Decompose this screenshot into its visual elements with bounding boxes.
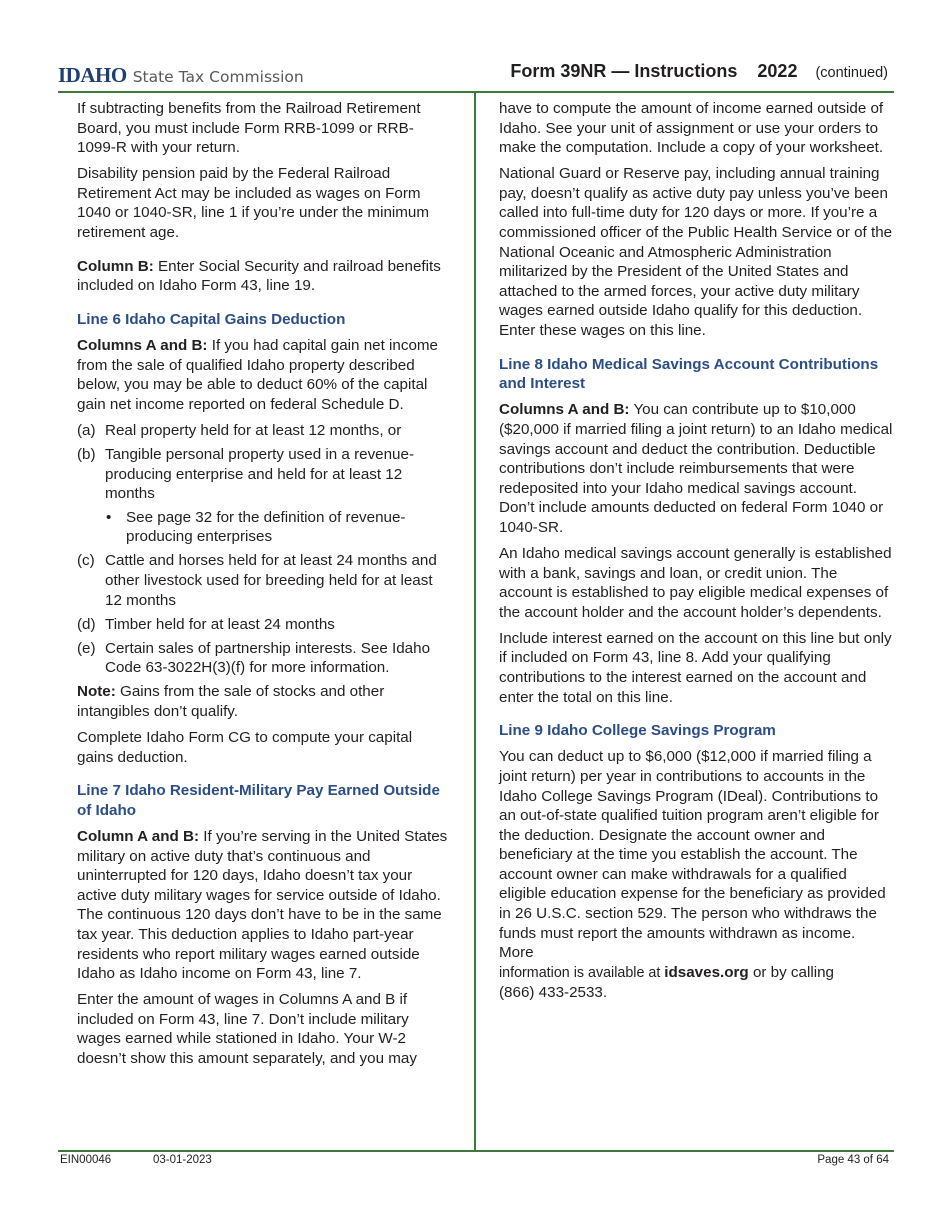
note-text: Gains from the sale of stocks and other intangibles don’t qualify. [77,683,385,721]
line8-text: You can contribute up to $10,000 ($20,000 if married filing a joint return) to an Idaho medical savings account and deduct the contribution. Deductible contributions don’t include reimbursements that were redeposited into your Idaho medical savings account. Don’t include amounts deducted on federal Form 1040 or 1040-SR. [499,401,893,536]
form-title: Form 39NR — Instructions [510,61,738,81]
line7-paragraph [77,827,452,984]
header-rule [58,91,894,93]
guard-reserve-paragraph: National Guard or Reserve pay, including annual training pay, doesn’t qualify as active duty pay unless you’ve been called into full-time duty for 120 days or more. If you’re a commissioned officer of the Public Health Service or of the National Oceanic and Atmospheric Administration militarized by the President of the United States and attached to the armed forces, your active duty military wages earned outside Idaho qualify for this deduction. Enter these wages on this line. [499,165,893,340]
form-year: 2022 [757,61,798,81]
bullet-icon: • [106,508,112,526]
line6-section [77,310,452,414]
footer-rule [58,1150,894,1152]
list-item-text: Cattle and horses held for at least 24 months and other livestock used for breeding held for at least 12 months [105,552,437,609]
list-item [77,445,452,547]
line7-text: If you’re serving in the United States military on active duty that’s continuous and uninterrupted for 120 days, Idaho doesn’t tax your active duty military wages for service outside of Idaho. The continuous 120 days don’t have to be in the same tax year. This deduction applies to Idaho part-year residents who report military wages earned outside Idaho as Idaho income on Form 43, line 7. [77,828,448,983]
line8-heading: Line 8 Idaho Medical Savings Account Contributions and Interest [499,355,879,393]
line6-heading: Line 6 Idaho Capital Gains Deduction [77,310,346,328]
info-tail: or by calling [748,963,834,981]
footer-page-number: Page 43 of 64 [817,1154,889,1166]
list-item-text: Timber held for at least 24 months [105,615,335,633]
list-item-label: (a) [77,421,96,439]
line7-label: Column A and B: [77,828,200,845]
line7-heading: Line 7 Idaho Resident-Military Pay Earned Outside of Idaho [77,782,440,819]
column-divider [474,93,476,1150]
list-item-label: (d) [77,615,96,633]
line6-paragraph [77,336,452,414]
line6-label: Columns A and B: [77,336,208,354]
line8-paragraph-2: An Idaho medical savings account generally is established with a bank, savings and loan, or credit union. The account is established to pay eligible medical expenses of the account holder and the account holder’s dependents. [499,544,892,621]
line9-section [499,721,894,1003]
phone-number: (866) 433-2533. [499,984,608,1002]
line9-paragraph [499,747,894,1003]
line8-label: Columns A and B: [499,401,630,419]
form-title-row [510,61,888,82]
list-item-label: (b) [77,445,96,463]
continued-label: (continued) [815,65,888,81]
line9-text: You can deduct up to $6,000 ($12,000 if married filing a joint return) per year in contributions to accounts in the Idaho College Savings Program (IDeal). Contributions to an out-of-state qualified tuition program aren’t eligible for the deduction. Designate the account owner and beneficiary at the time you establish the account. The account owner can make withdrawals for a qualified eligible education expense for the beneficiary as provided in 26 U.S.C. section 529. The person who withdraws the funds must report the amounts withdrawn as income. More [499,748,886,962]
list-item [77,421,452,441]
column-b-text: Enter Social Security and railroad benefits included on Idaho Form 43, line 19. [77,257,441,295]
note-paragraph [77,682,452,721]
bullet-text: See page 32 for the definition of revenue-producing enterprises [126,508,406,546]
list-item-text: Real property held for at least 12 months, or [105,421,402,439]
compute-paragraph: have to compute the amount of income earned outside of Idaho. See your unit of assignment or use your orders to make the computation. Include a copy of your worksheet. [499,100,884,157]
footer-date: 03-01-2023 [153,1154,212,1166]
line7-section [77,781,452,1068]
line7-paragraph-2: Enter the amount of wages in Columns A and B if included on Form 43, line 7. Don’t include military wages earned while stationed in Idaho. Your W-2 doesn’t show this amount separately, and you may [77,991,417,1068]
agency-name: State Tax Commission [132,68,304,86]
footer-code: EIN00046 [60,1154,112,1166]
list-item-text: Certain sales of partnership interests. See Idaho Code 63-3022H(3)(f) for more information. [105,639,431,677]
form-cg-paragraph: Complete Idaho Form CG to compute your capital gains deduction. [77,729,413,766]
list-item [77,639,452,678]
page-header [58,58,890,88]
info-text: information is available at [499,964,665,981]
left-column [77,99,452,1075]
qualified-property-list [77,421,452,678]
line6-text: If you had capital gain net income from the sale of qualified Idaho property described below, you may be able to deduct 60% of the capital gain net income reported on federal Schedule D. [77,336,438,413]
column-b-paragraph [77,257,452,296]
line8-paragraph [499,400,894,537]
disability-paragraph: Disability pension paid by the Federal Railroad Retirement Act may be included as wages on Form 1040 or 1040-SR, line 1 if you’re under the minimum retirement age. [77,165,430,242]
line8-section [499,355,894,708]
column-b-label: Column B: [77,257,154,275]
bullet-item [105,508,452,547]
note-label: Note: [77,683,116,701]
list-item [77,551,452,610]
line8-paragraph-3: Include interest earned on the account on this line but only if included on Form 43, line 8. Add your qualifying contributions to the interest earned on the account and enter the total on this line. [499,629,892,706]
list-item-text: Tangible personal property used in a revenue-producing enterprise and held for at least 12 months [105,445,415,503]
list-item-label: (e) [77,639,96,657]
agency-logo [58,63,304,87]
list-item-label: (c) [77,552,95,570]
right-column [499,99,894,1003]
idaho-logo-mark: IDAHO [58,63,127,87]
list-item [77,615,452,635]
rrb-paragraph: If subtracting benefits from the Railroad Retirement Board, you must include Form RRB-1099 or RRB-1099-R with your return. [77,100,421,157]
line9-heading: Line 9 Idaho College Savings Program [499,722,776,740]
idsaves-link[interactable]: idsaves.org [664,963,749,981]
